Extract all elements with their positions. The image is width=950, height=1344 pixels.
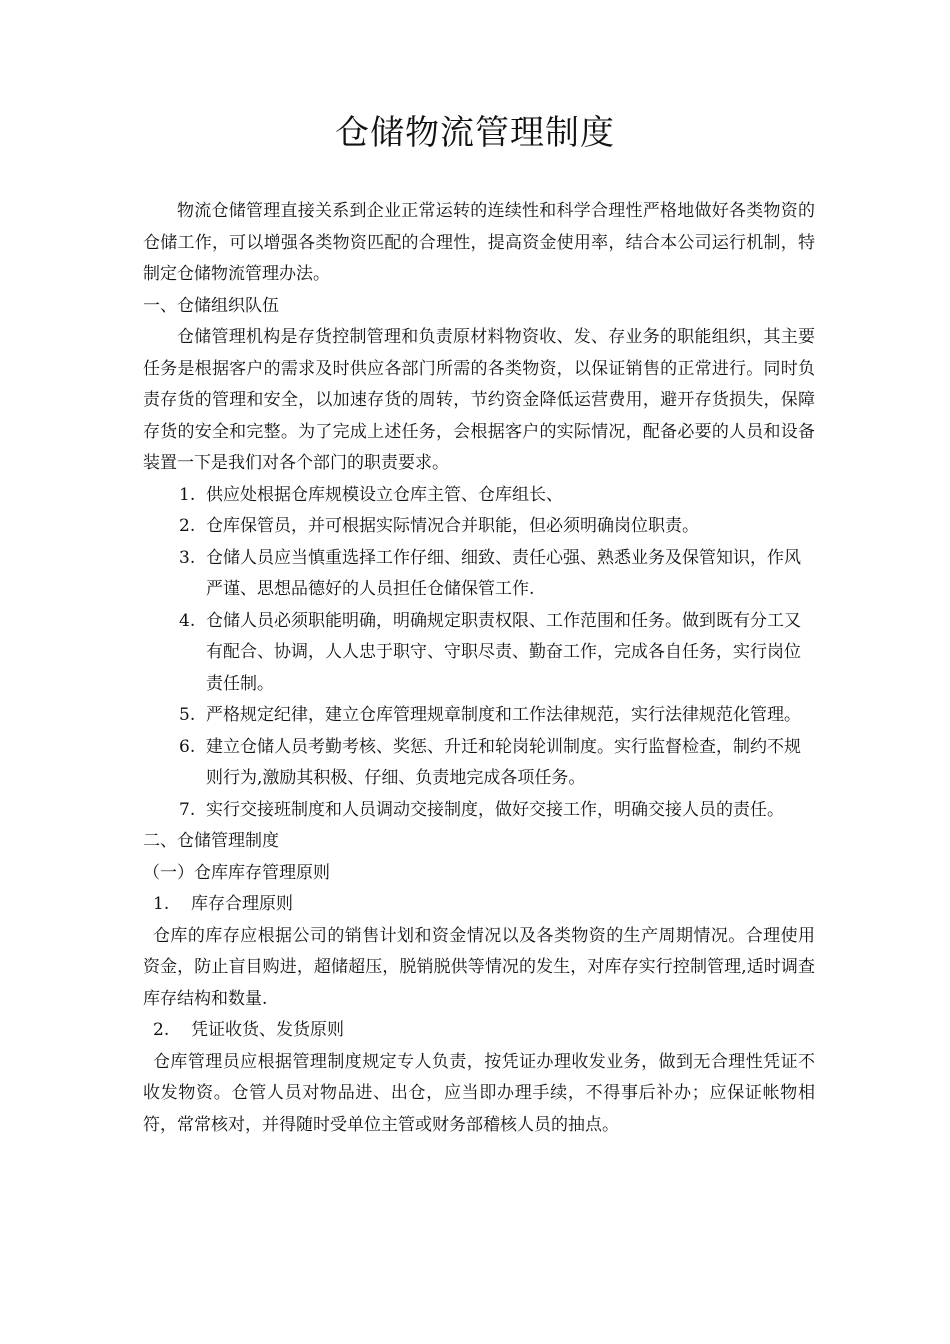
- duty-item-number: 3.: [179, 547, 196, 568]
- duty-item-number: 6.: [179, 736, 196, 757]
- duty-item-6: [143, 732, 815, 795]
- principle-2-paragraph: 仓库管理员应根据管理制度规定专人负责，按凭证办理收发业务，做到无合理性凭证不收发物资。仓管人员对物品进、出仓，应当即办理手续，不得事后补办；应保证帐物相符，常常核对，并得随时受单位主管或财务部稽核人员的抽点。: [143, 1051, 815, 1135]
- document-title: 仓储物流管理制度: [335, 113, 615, 153]
- duty-item-4: [143, 606, 815, 701]
- duty-item-text: 严格规定纪律，建立仓库管理规章制度和工作法律规范，实行法律规范化管理。: [206, 705, 801, 725]
- duty-item-text: 供应处根据仓库规模设立仓库主管、仓库组长、: [206, 484, 563, 505]
- principle-1-title: 库存合理原则: [191, 894, 293, 914]
- duty-item-number: 5.: [179, 705, 196, 725]
- duty-item-3: [143, 543, 815, 606]
- duty-item-text: 建立仓储人员考勤考核、奖惩、升迁和轮岗轮训制度。实行监督检查，制约不规则行为,激励其积极、仔细、负责地完成各项任务。: [206, 736, 801, 788]
- section-2-heading: 二、仓储管理制度: [143, 831, 279, 851]
- duty-item-number: 7.: [179, 799, 196, 820]
- principle-2-title: 凭证收货、发货原则: [191, 1020, 344, 1040]
- duty-item-text: 仓储人员应当慎重选择工作仔细、细致、责任心强、熟悉业务及保管知识，作风严谨、思想品德好的人员担任仓储保管工作.: [206, 547, 801, 599]
- intro-paragraph: 物流仓储管理直接关系到企业正常运转的连续性和科学合理性严格地做好各类物资的仓储工作，可以增强各类物资匹配的合理性，提高资金使用率，结合本公司运行机制，特制定仓储物流管理办法。: [143, 201, 815, 284]
- principle-1-heading: [143, 889, 815, 921]
- section-2-sub-heading: （一）仓库库存管理原则: [143, 862, 330, 883]
- principle-2-heading: [143, 1015, 815, 1047]
- duty-item-2: [143, 511, 815, 543]
- duty-item-text: 仓储人员必须职能明确，明确规定职责权限、工作范围和任务。做到既有分工又有配合、协调，人人忠于职守、守职尽责、勤奋工作，完成各自任务，实行岗位责任制。: [206, 610, 801, 694]
- duty-item-5: [143, 700, 815, 732]
- duty-item-number: 4.: [179, 610, 196, 631]
- duty-item-text: 实行交接班制度和人员调动交接制度，做好交接工作，明确交接人员的责任。: [206, 799, 784, 820]
- document-body: [143, 196, 815, 1141]
- duty-item-number: 2.: [179, 516, 196, 536]
- duty-list: [143, 480, 815, 827]
- duty-item-1: [143, 480, 815, 512]
- principle-2-number: 2.: [153, 1020, 170, 1040]
- section-1-heading: 一、仓储组织队伍: [143, 295, 279, 316]
- section-1-paragraph: 仓储管理机构是存货控制管理和负责原材料物资收、发、存业务的职能组织，其主要任务是根据客户的需求及时供应各部门所需的各类物资，以保证销售的正常进行。同时负责存货的管理和安全，以加速存货的周转，节约资金降低运营费用，避开存货损失，保障存货的安全和完整。为了完成上述任务，会根据客户的实际情况，配备必要的人员和设备装置一下是我们对各个部门的职责要求。: [143, 327, 815, 473]
- principle-1-number: 1.: [153, 894, 170, 914]
- principle-1-paragraph: 仓库的库存应根据公司的销售计划和资金情况以及各类物资的生产周期情况。合理使用资金，防止盲目购进，超储超压，脱销脱供等情况的发生，对库存实行控制管理,适时调查库存结构和数量.: [143, 925, 815, 1009]
- duty-item-text: 仓库保管员，并可根据实际情况合并职能，但必须明确岗位职责。: [206, 516, 699, 536]
- duty-item-7: [143, 795, 815, 827]
- duty-item-number: 1.: [179, 484, 196, 505]
